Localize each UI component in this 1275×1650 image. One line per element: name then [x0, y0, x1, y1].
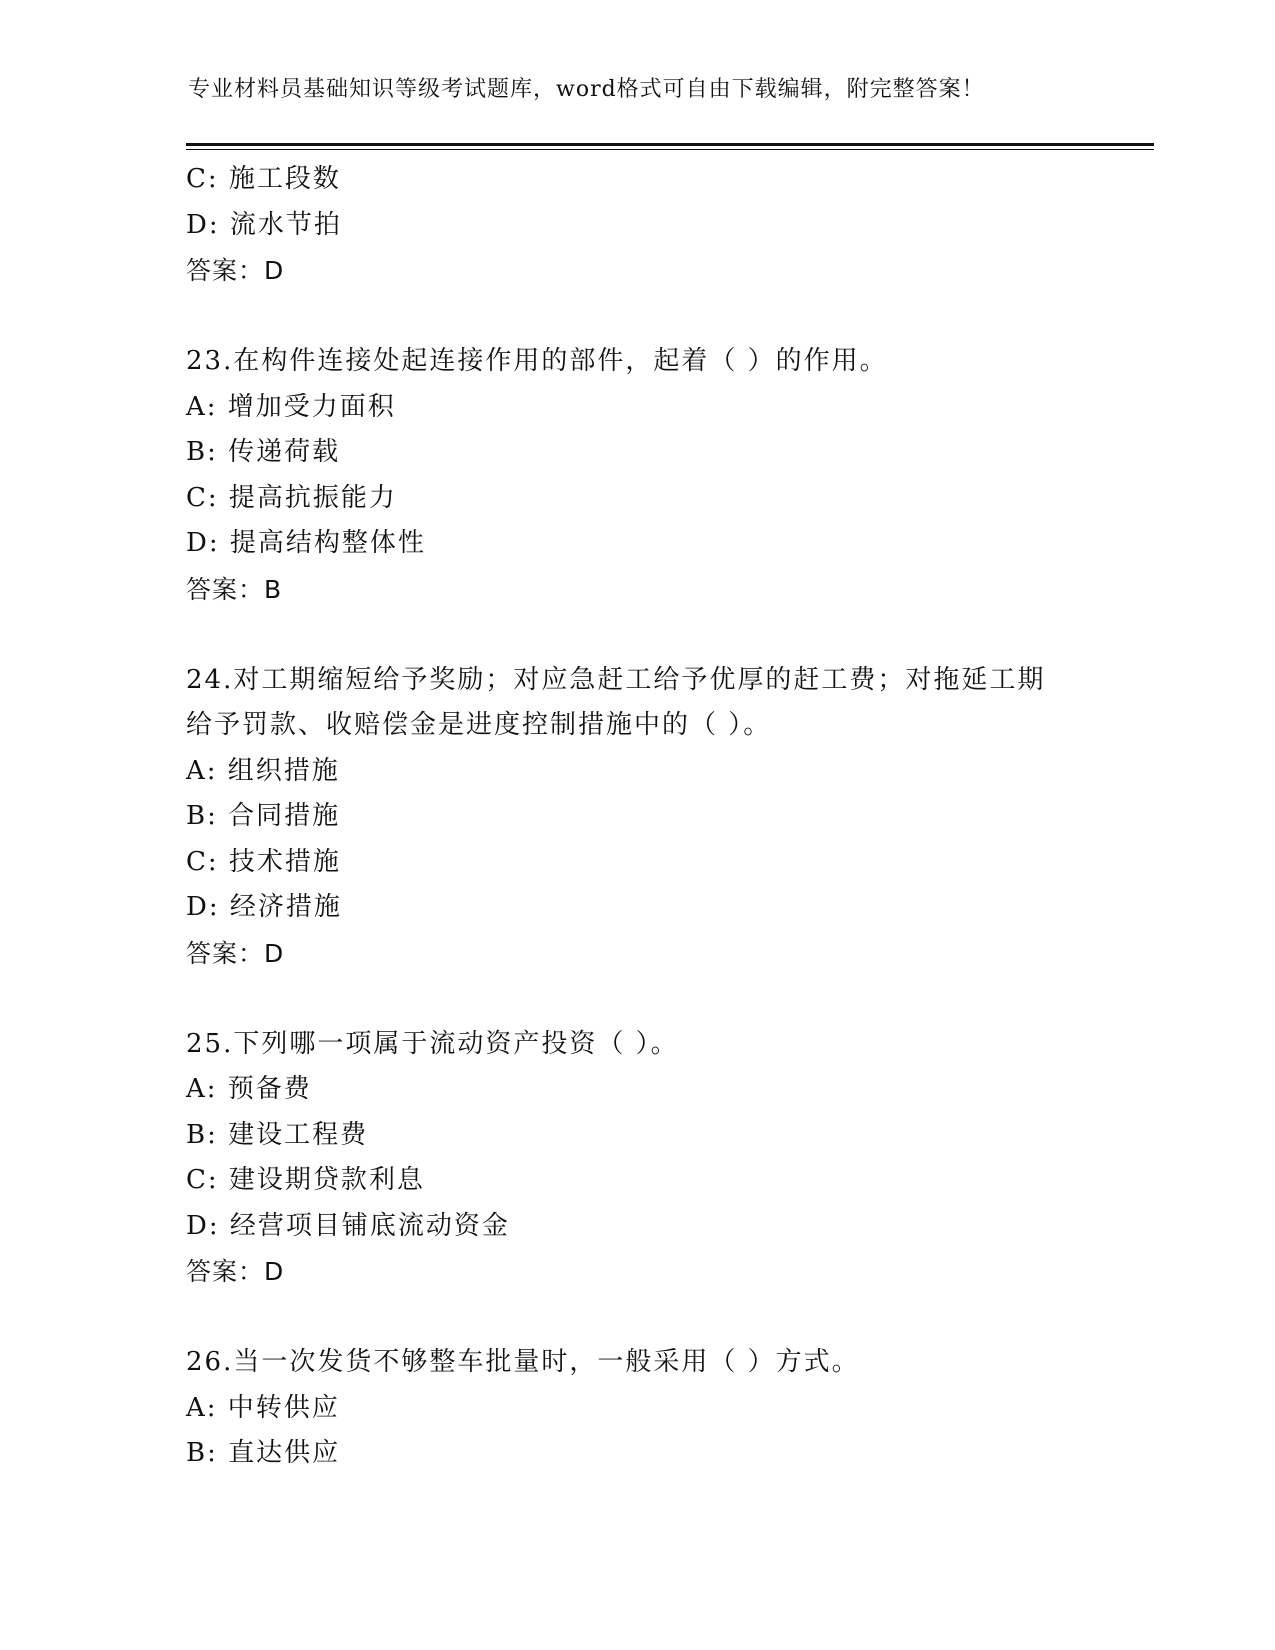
option-d: D: 经济措施 — [186, 892, 342, 922]
question-26 — [186, 1340, 1086, 1477]
option-b: B: 传递荷载 — [186, 437, 341, 467]
option-a: A: 增加受力面积 — [186, 391, 396, 422]
option-d: D: 提高结构整体性 — [186, 528, 426, 558]
question-stem: 26.当一次发货不够整车批量时，一般采用（ ）方式。 — [186, 1347, 860, 1377]
question-25 — [186, 1022, 1086, 1295]
answer-line: 答案：B — [186, 574, 283, 604]
header-rule-thin — [186, 149, 1154, 150]
option-c: C: 提高抗振能力 — [186, 482, 397, 513]
answer-line: 答案：D — [186, 1257, 285, 1286]
option-b: B: 直达供应 — [186, 1438, 341, 1468]
question-22-continuation — [186, 157, 1086, 294]
option-d: D: 经营项目铺底流动资金 — [186, 1210, 510, 1241]
option-c: C: 技术措施 — [186, 846, 341, 877]
question-stem-line-1: 24.对工期缩短给予奖励；对应急赶工给予优厚的赶工费；对拖延工期 — [186, 664, 1046, 695]
header-rule-thick — [186, 143, 1154, 146]
answer-line: 答案：D — [186, 938, 285, 968]
question-23 — [186, 339, 1086, 612]
question-stem: 23.在构件连接处起连接作用的部件，起着（ ）的作用。 — [186, 346, 888, 376]
spacer — [186, 1295, 1086, 1341]
document-body — [186, 157, 1086, 1477]
option-a: A: 组织措施 — [186, 755, 340, 786]
option-a: A: 中转供应 — [186, 1392, 340, 1423]
question-stem: 25.下列哪一项属于流动资产投资（ ）。 — [186, 1028, 679, 1059]
answer-line: 答案：D — [186, 256, 285, 285]
option-b: B: 建设工程费 — [186, 1119, 369, 1150]
option-c: C: 建设期贷款利息 — [186, 1165, 425, 1195]
spacer — [186, 612, 1086, 658]
question-stem-line-2: 给予罚款、收赔偿金是进度控制措施中的（ ）。 — [186, 710, 772, 740]
option-b: B: 合同措施 — [186, 801, 341, 831]
spacer — [186, 294, 1086, 340]
option-c: C: 施工段数 — [186, 164, 341, 194]
question-24 — [186, 658, 1086, 977]
page-header: 专业材料员基础知识等级考试题库，word格式可自由下载编辑，附完整答案！ — [188, 77, 985, 102]
option-d: D: 流水节拍 — [186, 209, 342, 240]
spacer — [186, 976, 1086, 1022]
option-a: A: 预备费 — [186, 1074, 312, 1104]
